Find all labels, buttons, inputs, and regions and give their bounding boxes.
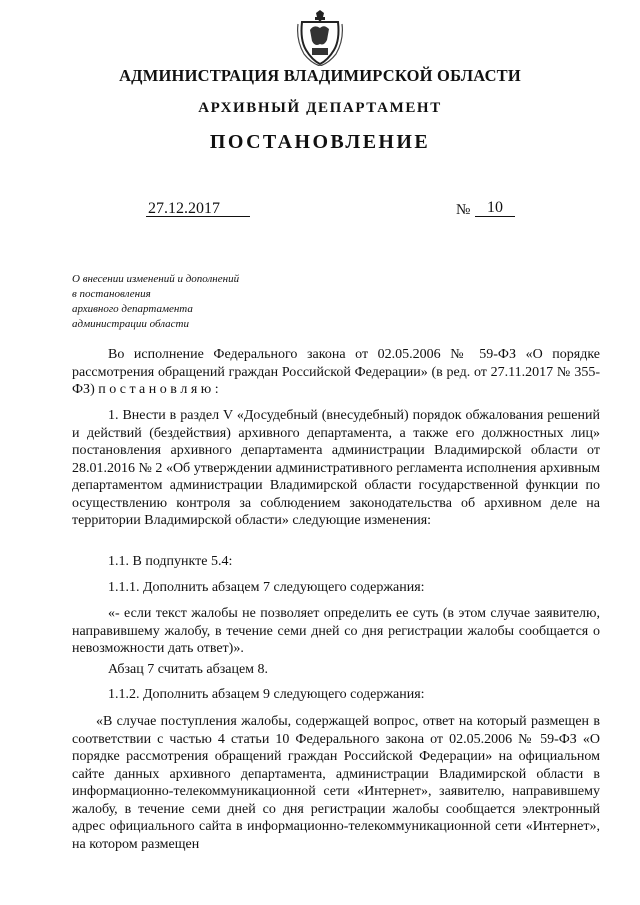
quote1-text: «- если текст жалобы не позволяет определить ее суть (в этом случае заявителю, направившему жалобу, в течение семи дней со дня регистрации жалобы сообщается о невозможности дать ответ)». (72, 606, 600, 656)
quote2-paragraph (72, 713, 600, 853)
item1-1-line: 1.1. В подпункте 5.4: (108, 554, 233, 569)
subject-line: администрации области (72, 318, 189, 330)
quote2-text: «В случае поступления жалобы, содержащей вопрос, ответ на который размещен в соответствии с частью 4 статьи 10 Федерального закона от 02.05.2006 № 59-ФЗ «О порядке рассмотрения обращений граждан Российской Федерации» на официальном сайте данных архивного департамента, администрации Владимирской области в информационно-телекоммуникационной сети «Интернет», заявителю, направившему жалобу, в течение семи дней со дня регистрации жалобы сообщается электронный адрес официального сайта в информационно-телекоммуникационной сети «Интернет», на котором размещен (72, 714, 600, 852)
date-underline (146, 216, 250, 217)
quote1-paragraph (72, 605, 600, 658)
subject-line: архивного департамента (72, 303, 193, 315)
item1-1-1-line: 1.1.1. Дополнить абзацем 7 следующего содержания: (108, 580, 425, 595)
renumber-line: Абзац 7 считать абзацем 8. (108, 662, 269, 677)
subject-block (72, 272, 239, 332)
coat-of-arms-icon (296, 10, 344, 66)
item1-1-2-line: 1.1.2. Дополнить абзацем 9 следующего содержания: (108, 687, 425, 702)
subject-line: О внесении изменений и дополнений (72, 273, 240, 285)
document-number: 10 (487, 199, 503, 216)
item1-text: 1. Внести в раздел V «Досудебный (внесудебный) порядок обжалования решений и действий (бездействия) архивного департамента, а также его должностных лиц» постановления архивного департамента администрации Владимирской области от 28.01.2016 № 2 «Об утверждении административного регламента исполнения архивным департаментом администрации Владимирской области государственной функции по осуществлению контроля за соблюдением законодательства об архивном деле на территории Владимирской области» следующие изменения: (72, 408, 600, 528)
number-underline (475, 216, 515, 217)
subject-line: в постановления (72, 288, 151, 300)
preamble-text: Во исполнение Федерального закона от 02.05.2006 № 59-ФЗ «О порядке рассмотрения обращений граждан Российской Федерации» (в ред. от 27.11.2017 № 355-ФЗ) п о с т а н о в л я ю : (72, 347, 600, 397)
administration-title: АДМИНИСТРАЦИЯ ВЛАДИМИРСКОЙ ОБЛАСТИ (119, 66, 521, 85)
preamble-paragraph (72, 346, 600, 399)
document-type-title: ПОСТАНОВЛЕНИЕ (209, 131, 431, 153)
department-title: АРХИВНЫЙ ДЕПАРТАМЕНТ (198, 100, 442, 116)
document-date: 27.12.2017 (148, 200, 220, 217)
number-sign: № (456, 202, 471, 218)
item1-paragraph (72, 407, 600, 530)
